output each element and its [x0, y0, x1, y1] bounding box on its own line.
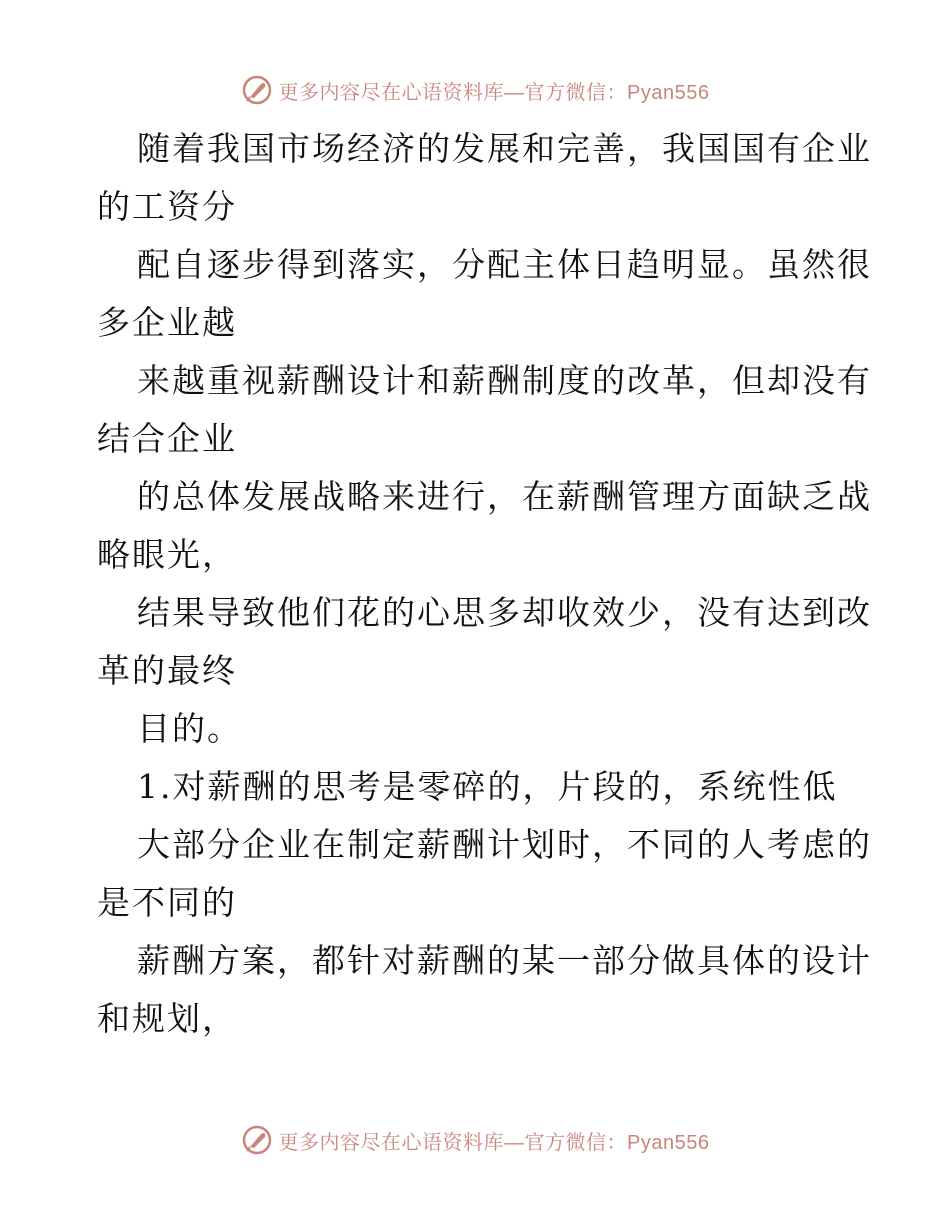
text-line: 多企业越: [97, 303, 237, 342]
text-line: 的总体发展战略来进行，在薪酬管理方面缺乏战: [137, 477, 872, 516]
text-line: 是不同的: [97, 883, 237, 922]
text-line: 薪酬方案，都针对薪酬的某一部分做具体的设计: [137, 941, 872, 980]
text-line: 来越重视薪酬设计和薪酬制度的改革，但却没有: [137, 361, 872, 400]
text-line: 结果导致他们花的心思多却收效少，没有达到改: [137, 593, 872, 632]
watermark-text: 更多内容尽在心语资料库—官方微信：Pyan556: [278, 81, 710, 104]
text-line: 略眼光，: [97, 535, 237, 574]
section-heading: 1.对薪酬的思考是零碎的，片段的，系统性低: [137, 767, 838, 806]
feather-pen-logo-icon: [241, 1124, 273, 1156]
document-body: [97, 120, 872, 1048]
text-line: 大部分企业在制定薪酬计划时，不同的人考虑的: [137, 825, 872, 864]
text-line: 和规划，: [97, 999, 237, 1038]
text-line: 结合企业: [97, 419, 237, 458]
text-line: 随着我国市场经济的发展和完善，我国国有企业: [137, 129, 872, 168]
feather-pen-logo-icon: [241, 74, 273, 106]
text-line: 革的最终: [97, 651, 237, 690]
footer-watermark: [0, 1120, 950, 1160]
header-watermark: [0, 70, 950, 110]
text-line: 配自逐步得到落实，分配主体日趋明显。虽然很: [137, 245, 872, 284]
text-line: 的工资分: [97, 187, 237, 226]
text-line: 目的。: [137, 709, 242, 748]
watermark-text: 更多内容尽在心语资料库—官方微信：Pyan556: [278, 1131, 710, 1154]
